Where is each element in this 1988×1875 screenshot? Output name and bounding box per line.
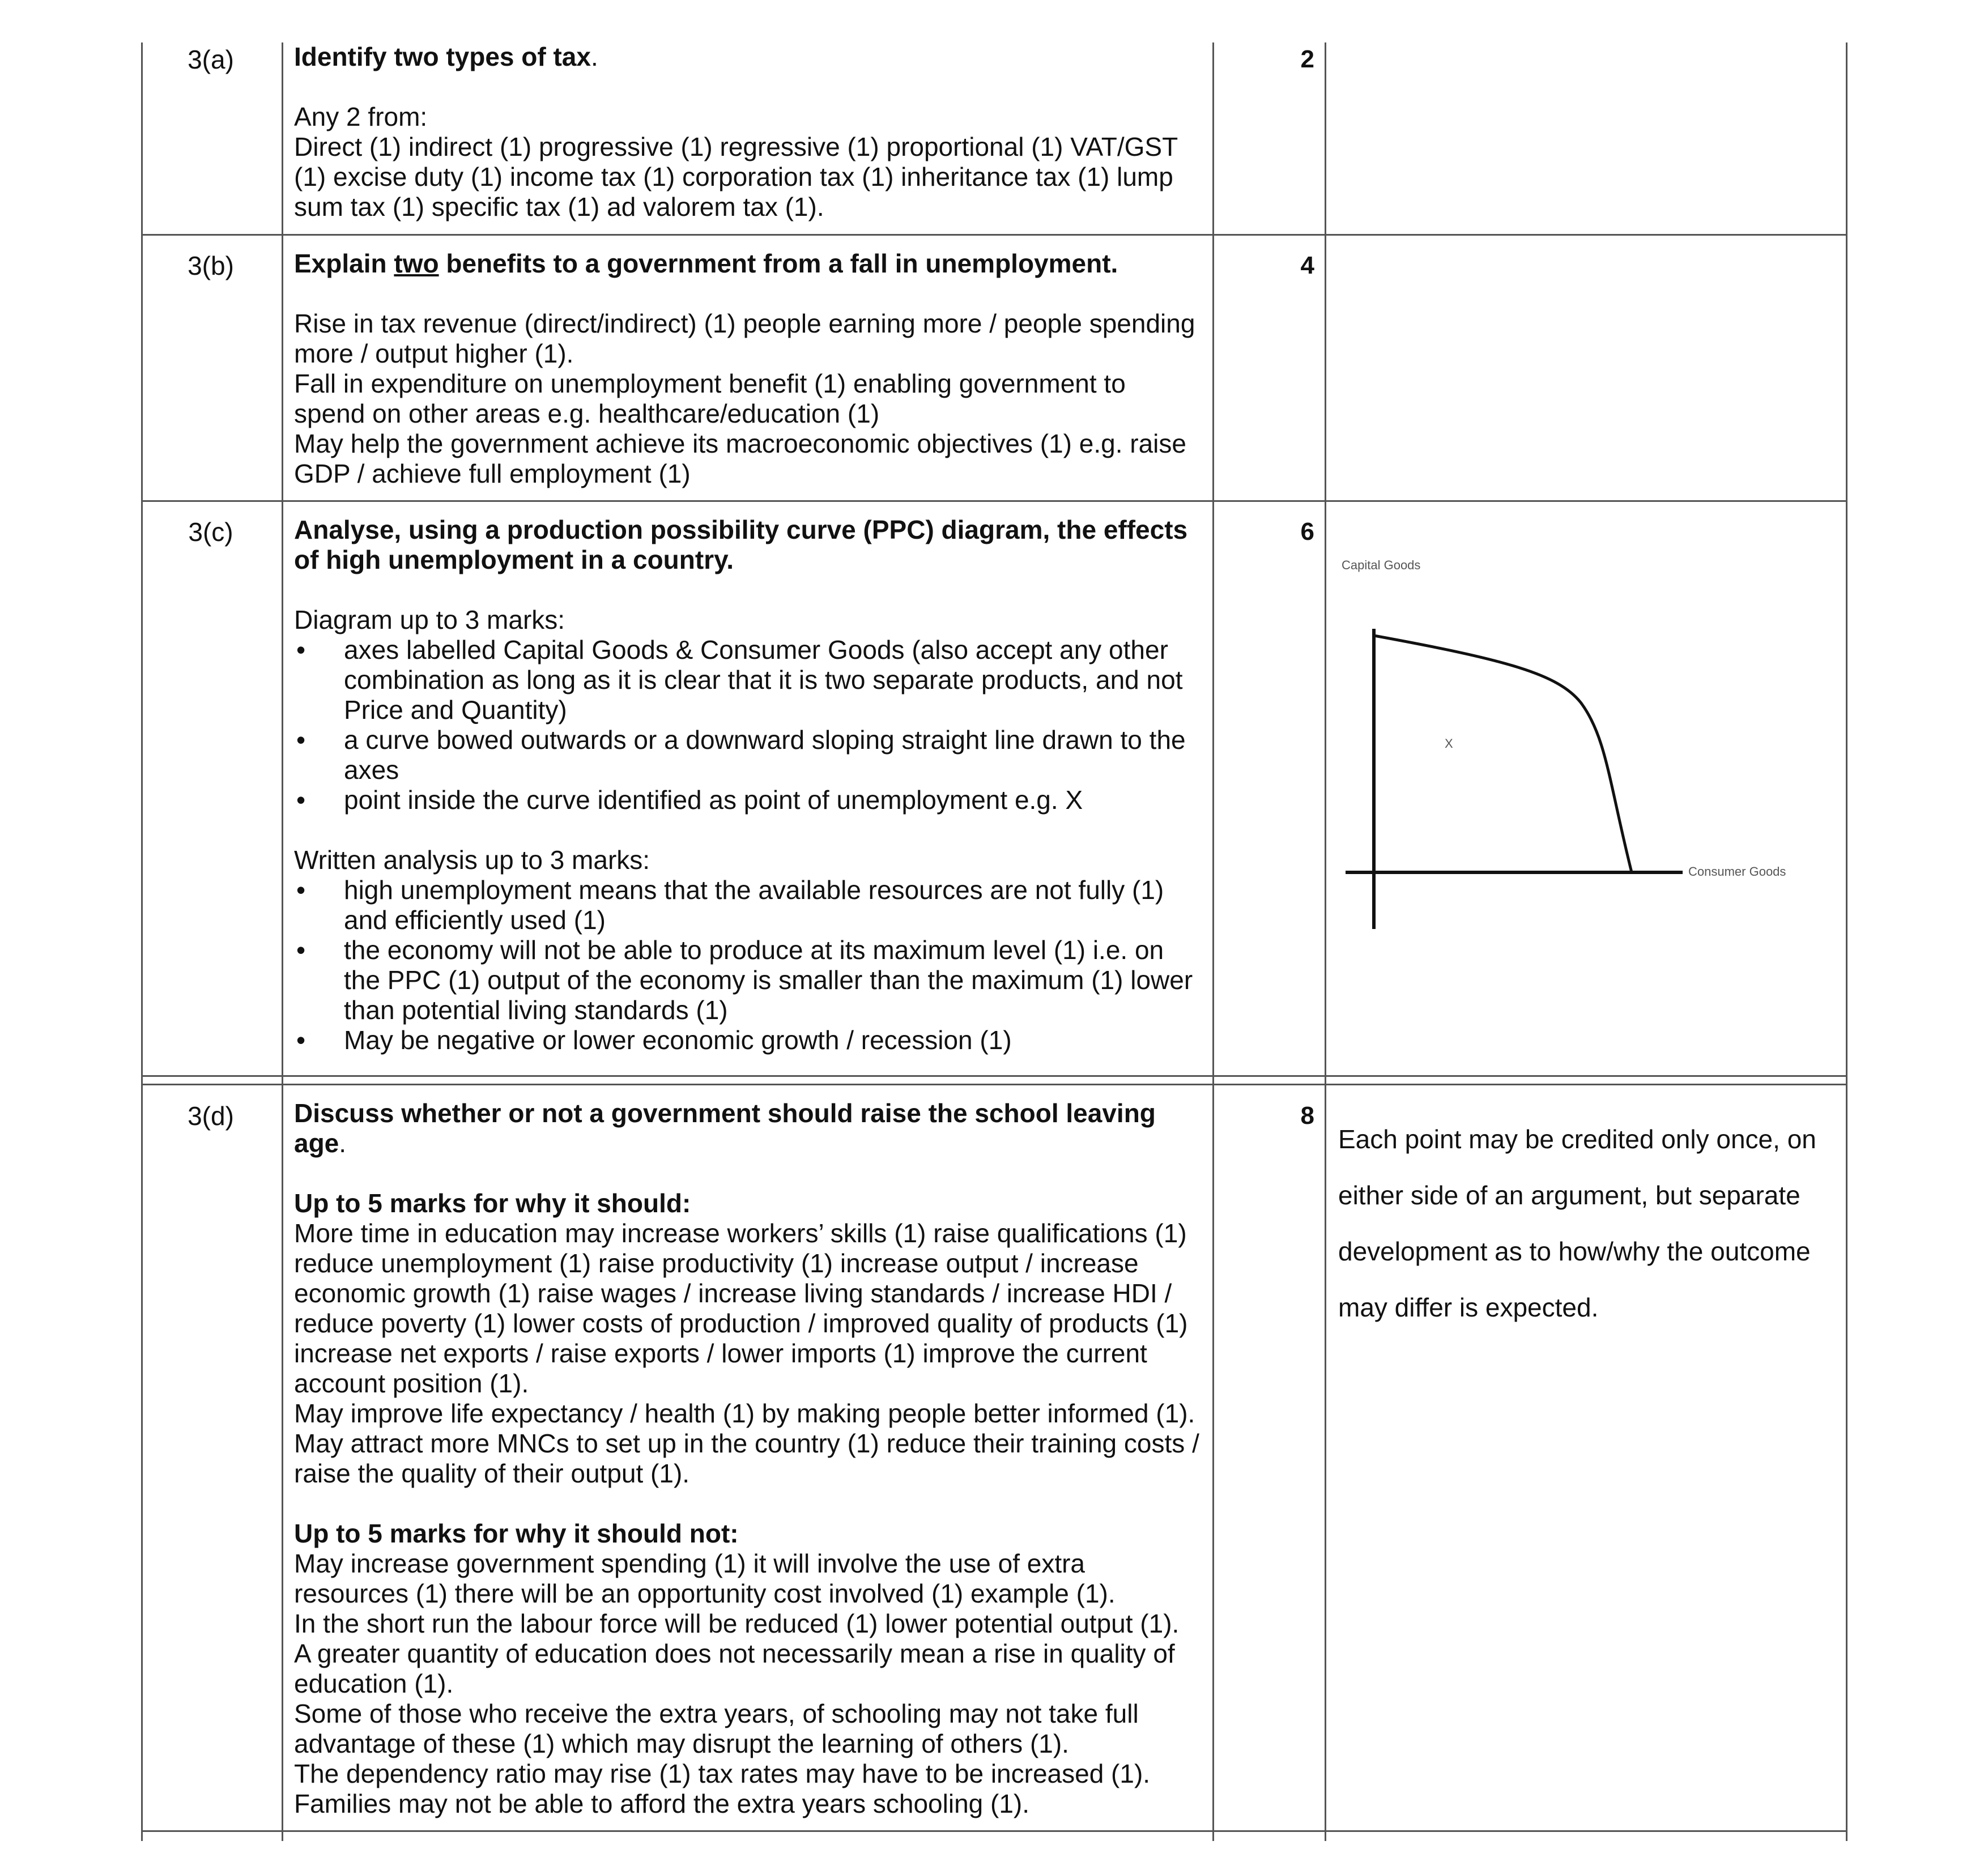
question-cell-3a [294,42,1201,222]
question-title-line: age. [294,1128,347,1158]
answer-line: May increase government spending (1) it will involve the use of extra [294,1549,1085,1578]
table-border-right [1846,42,1847,1841]
table-border-bottom [141,1830,1847,1832]
row-divider-b-c [141,500,1847,502]
written-points-list [294,875,1201,1055]
answer-intro: Any 2 from: [294,102,428,131]
question-title-line: Analyse, using a production possibility curve (PPC) diagram, the effects [294,515,1188,544]
answer-line: increase net exports / raise exports / lower imports (1) improve the current [294,1339,1147,1368]
answer-line: resources (1) there will be an opportunity cost involved (1) example (1). [294,1579,1116,1608]
guidance-line: may differ is expected. [1338,1293,1599,1322]
marks-value: 6 [1300,518,1314,546]
table-divider-guidance [1325,42,1326,1841]
list-item: • May be negative or lower economic growth / recession (1) [294,1025,1201,1055]
answer-line: more / output higher (1). [294,339,574,368]
y-axis-label: Capital Goods [1342,558,1421,572]
answer-line: In the short run the labour force will be reduced (1) lower potential output (1). [294,1609,1180,1638]
answer-line: account position (1). [294,1369,529,1398]
row-divider-c-d-top [141,1075,1847,1077]
question-title: Identify two types of tax. [294,42,598,71]
against-heading: Up to 5 marks for why it should not: [294,1519,739,1548]
question-cell-3b [294,249,1201,489]
answer-line: Rise in tax revenue (direct/indirect) (1) people earning more / people spending [294,309,1195,338]
answer-line: education (1). [294,1669,454,1698]
answer-line: raise the quality of their output (1). [294,1459,690,1488]
question-number: 3(d) [188,1101,234,1131]
marks-value: 4 [1300,252,1314,279]
answer-line: A greater quantity of education does not necessarily mean a rise in quality of [294,1639,1175,1668]
unemployment-point-label: X [1445,736,1453,751]
answer-line: spend on other areas e.g. healthcare/education (1) [294,399,880,428]
list-item: • axes labelled Capital Goods & Consumer Goods (also accept any other combination as long as it is clear that it is two separate products, and not Price and Quantity) [294,635,1201,725]
for-heading: Up to 5 marks for why it should: [294,1188,691,1218]
answer-line: Some of those who receive the extra years, of schooling may not take full [294,1699,1139,1728]
list-item: • a curve bowed outwards or a downward sloping straight line drawn to the axes [294,725,1201,785]
marks-value: 8 [1300,1102,1314,1130]
answer-line: More time in education may increase workers’ skills (1) raise qualifications (1) [294,1218,1187,1248]
guidance-line: Each point may be credited only once, on [1338,1124,1816,1154]
answer-line: May improve life expectancy / health (1) by making people better informed (1). [294,1399,1195,1428]
row-divider-c-d-bottom [141,1084,1847,1085]
question-number: 3(a) [188,45,234,74]
answer-line: May help the government achieve its macroeconomic objectives (1) e.g. raise [294,429,1186,458]
question-title-line: Discuss whether or not a government should raise the school leaving [294,1098,1156,1128]
question-cell-3d [294,1098,1206,1819]
table-divider-question [282,42,283,1841]
answer-line: The dependency ratio may rise (1) tax rates may have to be increased (1). [294,1759,1151,1788]
table-border-left [141,42,143,1841]
ppc-diagram [1337,544,1836,940]
list-item: • the economy will not be able to produce at its maximum level (1) i.e. on the PPC (1) output of the economy is smaller than the maximum (1) lower than potential living standards (1) [294,935,1201,1025]
question-title-line: of high unemployment in a country. [294,545,734,574]
ppc-curve [1374,636,1632,872]
list-item: • point inside the curve identified as point of unemployment e.g. X [294,785,1201,815]
question-cell-3c [294,515,1201,1055]
guidance-line: development as to how/why the outcome [1338,1237,1811,1266]
written-marks-heading: Written analysis up to 3 marks: [294,845,650,875]
answer-line: Fall in expenditure on unemployment benefit (1) enabling government to [294,369,1126,398]
guidance-line: either side of an argument, but separate [1338,1181,1800,1210]
marks-value: 2 [1300,45,1314,73]
answer-line: Direct (1) indirect (1) progressive (1) regressive (1) proportional (1) VAT/GST [294,132,1178,161]
question-number: 3(b) [188,251,234,280]
answer-line: sum tax (1) specific tax (1) ad valorem tax (1). [294,192,824,221]
answer-line: reduce unemployment (1) raise productivity (1) increase output / increase [294,1248,1139,1278]
answer-line: reduce poverty (1) lower costs of production / improved quality of products (1) [294,1309,1188,1338]
diagram-points-list [294,635,1201,815]
question-number: 3(c) [188,517,233,547]
diagram-marks-heading: Diagram up to 3 marks: [294,605,565,634]
answer-line: (1) excise duty (1) income tax (1) corporation tax (1) inheritance tax (1) lump [294,162,1173,191]
x-axis-label: Consumer Goods [1688,864,1786,879]
question-title: Explain two benefits to a government from a fall in unemployment. [294,249,1118,278]
table-divider-marks [1212,42,1214,1841]
answer-line: Families may not be able to afford the extra years schooling (1). [294,1789,1030,1818]
answer-line: GDP / achieve full employment (1) [294,459,691,488]
list-item: • high unemployment means that the available resources are not fully (1) and efficiently used (1) [294,875,1201,935]
answer-line: economic growth (1) raise wages / increase living standards / increase HDI / [294,1279,1172,1308]
answer-line: May attract more MNCs to set up in the country (1) reduce their training costs / [294,1429,1199,1458]
guidance-cell-3d [1338,1098,1837,1349]
row-divider-a-b [141,234,1847,236]
answer-line: advantage of these (1) which may disrupt the learning of others (1). [294,1729,1069,1758]
